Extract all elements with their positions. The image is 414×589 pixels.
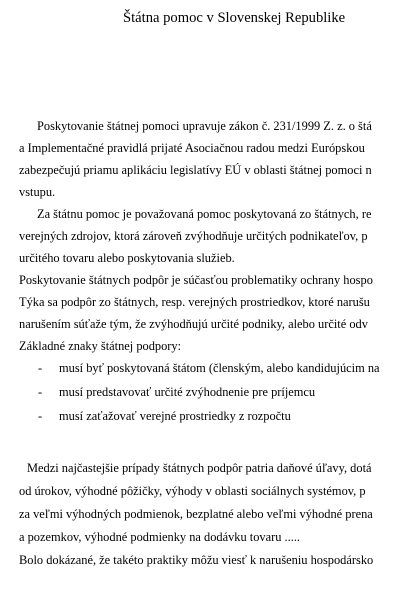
- bullet-dash: -: [38, 385, 43, 399]
- paragraph-line: a Implementačné pravidlá prijaté Asociačnou radou medzi Európskou: [19, 141, 365, 155]
- bullet-item: musí predstavovať určité zvýhodnenie pre príjemcu: [59, 385, 316, 399]
- document-title: Štátna pomoc v Slovenskej Republike: [123, 10, 346, 26]
- paragraph-line: narušením súťaže tým, že zvýhodňujú určité podniky, alebo určité odv: [19, 317, 368, 331]
- bullet-dash: -: [38, 409, 43, 423]
- paragraph-line: Za štátnu pomoc je považovaná pomoc poskytovaná zo štátnych, re: [37, 207, 372, 221]
- paragraph-line: Bolo dokázané, že takéto praktiky môžu viesť k narušeniu hospodársko: [19, 553, 374, 567]
- bullet-item: musí zaťažovať verejné prostriedky z rozpočtu: [59, 409, 291, 423]
- paragraph-line: od úrokov, výhodné pôžičky, výhody v oblasti sociálnych systémov, p: [19, 484, 366, 498]
- paragraph-line: Medzi najčastejšie prípady štátnych podpôr patria daňové úľavy, dotá: [27, 461, 372, 475]
- paragraph-line: určitého tovaru alebo poskytovania služieb.: [19, 251, 235, 265]
- bullet-dash: -: [38, 361, 43, 375]
- paragraph-line: Týka sa podpôr zo štátnych, resp. verejných prostriedkov, ktoré narušu: [19, 295, 370, 309]
- paragraph-line: Poskytovanie štátnej pomoci upravuje zákon č. 231/1999 Z. z. o štá: [37, 119, 372, 133]
- list-heading: Základné znaky štátnej podpory:: [19, 339, 182, 353]
- bullet-item: musí byť poskytovaná štátom (členským, alebo kandidujúcim na: [59, 361, 380, 375]
- paragraph-line: Poskytovanie štátnych podpôr je súčasťou problematiky ochrany hospo: [19, 273, 373, 287]
- paragraph-line: vstupu.: [19, 185, 56, 199]
- paragraph-line: a pozemkov, výhodné podmienky na dodávku tovaru .....: [19, 530, 301, 544]
- paragraph-line: za veľmi výhodných podmienok, bezplatné alebo veľmi výhodné prena: [19, 507, 373, 521]
- paragraph-line: zabezpečujú priamu aplikáciu legislatívy EÚ v oblasti štátnej pomoci n: [19, 163, 372, 177]
- paragraph-line: verejných zdrojov, ktorá zároveň zvýhodňuje určitých podnikateľov, p: [19, 229, 368, 243]
